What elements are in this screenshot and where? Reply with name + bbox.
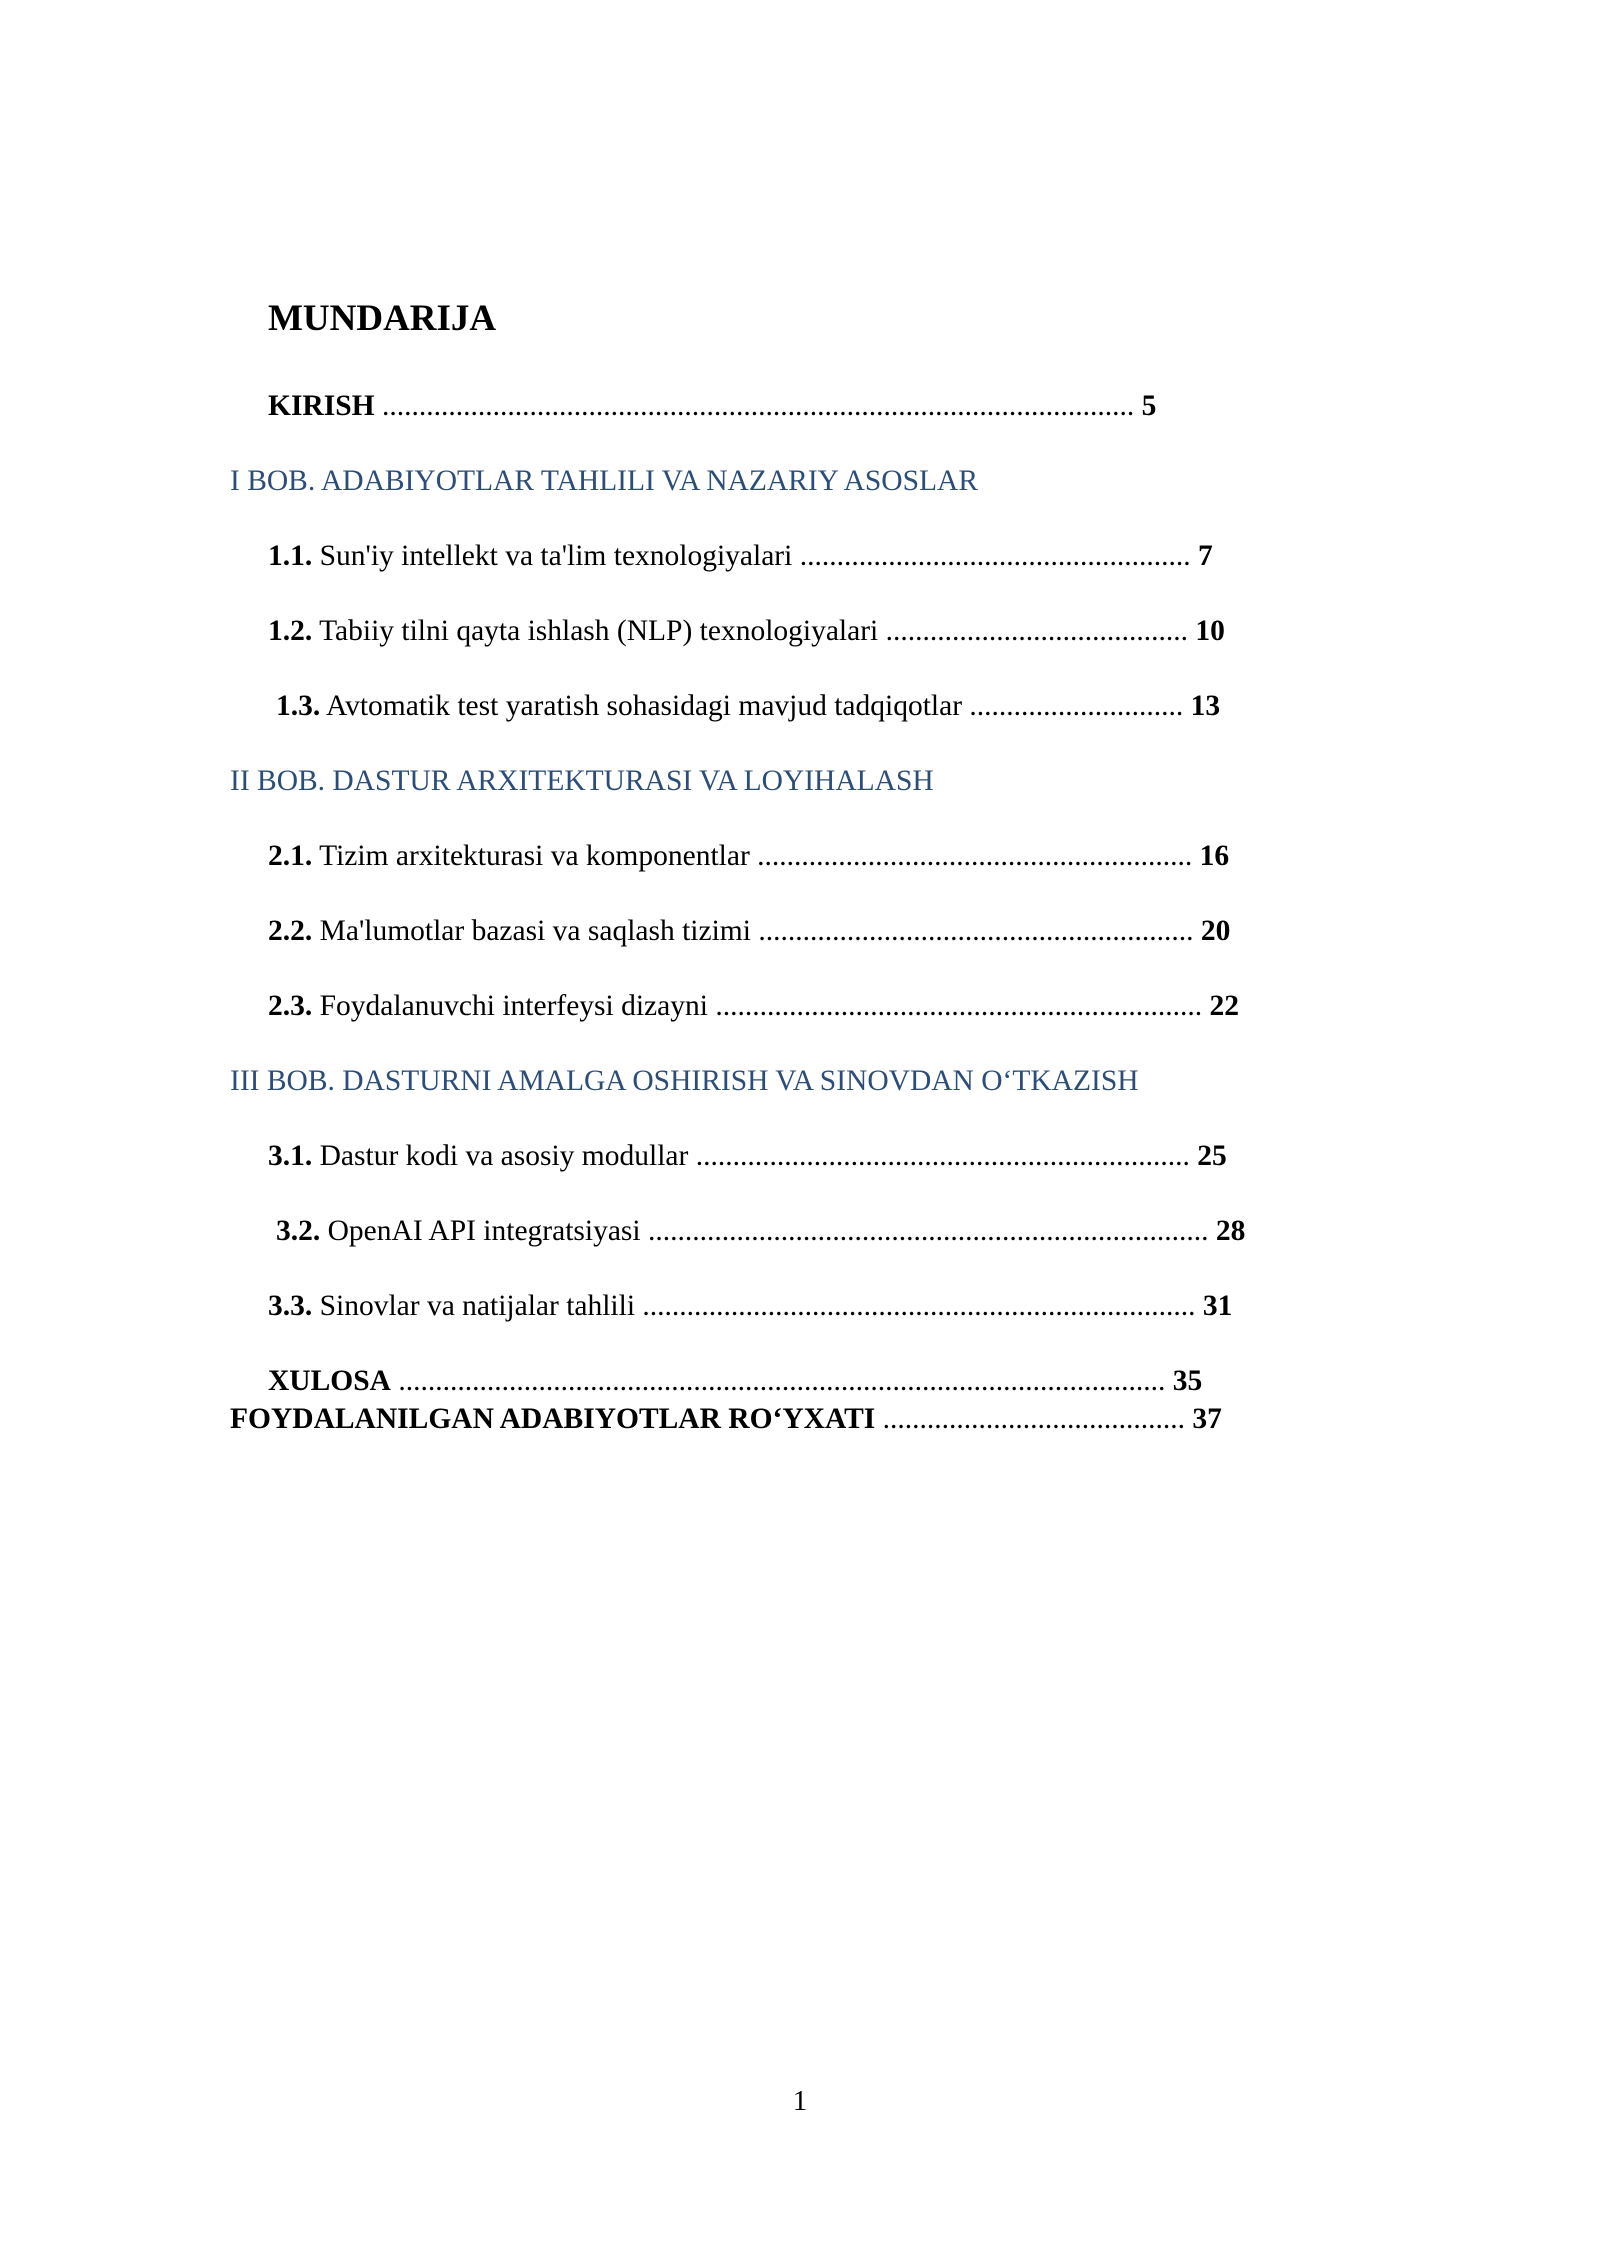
toc-entry-1-3[interactable] [276,692,1220,722]
toc-section-number: 2.1. [268,840,313,872]
toc-page-number: 20 [1200,915,1231,947]
toc-section-number: 3.2. [276,1215,321,1247]
toc-chapter-3[interactable]: III BOB. DASTURNI AMALGA OSHIRISH VA SINOVDAN O‘TKAZISH [230,1065,1139,1097]
toc-dot-leader: ........................................................... [758,915,1201,947]
toc-page-number: 35 [1172,1365,1203,1397]
toc-dot-leader: ................................................................... [695,1140,1198,1172]
toc-entry-kirish[interactable] [268,392,1156,422]
toc-section-text: Foydalanuvchi interfeysi dizayni [312,990,716,1022]
toc-entry-1-2[interactable] [268,617,1225,647]
toc-dot-leader: ......................................... [875,1403,1193,1435]
toc-dot-leader: ........................................................... [757,840,1200,872]
toc-section-text: OpenAI API integratsiyasi [320,1215,648,1247]
toc-entry-2-1[interactable] [268,842,1229,872]
toc-chapter-1[interactable]: I BOB. ADABIYOTLAR TAHLILI VA NAZARIY ASOSLAR [230,465,979,497]
toc-entry-label: FOYDALANILGAN ADABIYOTLAR RO‘YXATI [230,1403,876,1435]
toc-page-number: 13 [1190,690,1221,722]
toc-dot-leader: ............................. [969,690,1191,722]
toc-dot-leader: ........................................................................... [642,1290,1203,1322]
toc-section-text: Tizim arxitekturasi va komponentlar [312,840,758,872]
toc-page-number: 37 [1192,1403,1222,1435]
toc-section-number: 1.2. [268,615,313,647]
toc-section-text: Tabiiy tilni qayta ishlash (NLP) texnologiyalari [312,615,886,647]
toc-page-number: 7 [1197,540,1213,572]
toc-entry-3-3[interactable] [268,1292,1232,1322]
toc-page-number: 22 [1209,990,1239,1022]
toc-entry-label: XULOSA [268,1365,391,1397]
toc-section-number: 1.3. [276,690,321,722]
toc-page-number: 28 [1215,1215,1246,1247]
toc-dot-leader: ..................................................... [799,540,1198,572]
toc-entry-label: KIRISH [268,390,375,422]
toc-section-number: 1.1. [268,540,313,572]
toc-page-number: 31 [1202,1290,1233,1322]
toc-section-text: Avtomatik test yaratish sohasidagi mavjud tadqiqotlar [320,690,970,722]
toc-chapter-2[interactable]: II BOB. DASTUR ARXITEKTURASI VA LOYIHALASH [230,765,934,797]
toc-entry-3-2[interactable] [276,1217,1245,1247]
toc-section-number: 3.1. [268,1140,313,1172]
toc-page-number: 10 [1195,615,1225,647]
toc-entry-xulosa[interactable] [268,1367,1202,1397]
toc-entry-2-2[interactable] [268,917,1230,947]
toc-entry-3-1[interactable] [268,1142,1227,1172]
toc-section-text: Dastur kodi va asosiy modullar [312,1140,696,1172]
toc-dot-leader: ......................................... [885,615,1196,647]
toc-section-text: Ma'lumotlar bazasi va saqlash tizimi [312,915,759,947]
toc-dot-leader: ...................................................................................................... [374,390,1142,422]
toc-title: MUNDARIJA [268,298,497,339]
toc-entry-1-1[interactable] [268,542,1213,572]
toc-page-number: 16 [1199,840,1230,872]
toc-section-text: Sinovlar va natijalar tahlili [312,1290,643,1322]
toc-page-number: 25 [1197,1140,1227,1172]
toc-dot-leader: ............................................................................ [647,1215,1216,1247]
toc-section-text: Sun'iy intellekt va ta'lim texnologiyalari [312,540,800,572]
toc-section-number: 2.2. [268,915,313,947]
toc-dot-leader: ........................................................................................................ [390,1365,1173,1397]
toc-page-number: 5 [1141,390,1157,422]
toc-entry-references[interactable] [230,1405,1222,1435]
toc-section-number: 3.3. [268,1290,313,1322]
toc-entry-2-3[interactable] [268,992,1239,1022]
toc-dot-leader: .................................................................. [715,990,1210,1022]
page-number: 1 [792,2085,808,2117]
toc-section-number: 2.3. [268,990,313,1022]
